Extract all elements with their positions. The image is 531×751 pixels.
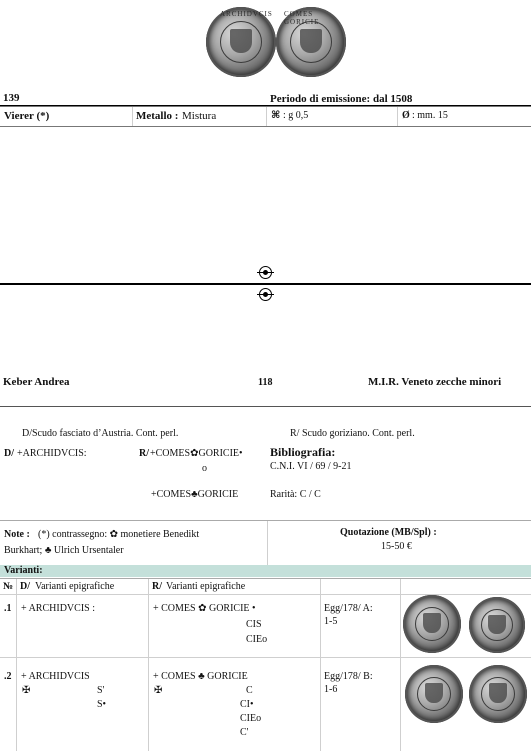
col-header-d: D/ <box>20 581 30 592</box>
variant-r-legend: CIS <box>246 619 262 630</box>
obverse-description: D/Scudo fasciato d’Austria. Cont. perl. <box>22 428 179 439</box>
coin-reverse-legend: COMES GORICIE <box>284 10 320 26</box>
variant-d-legend: + ARCHIDVCIS <box>21 671 90 682</box>
variant-num: .1 <box>4 603 12 614</box>
registration-mark-icon <box>259 266 272 279</box>
variant-r-legend: C' <box>240 727 249 738</box>
col-header-r: R/ <box>152 581 162 592</box>
weight-icon: ⌘ <box>271 110 281 121</box>
variant-num: .2 <box>4 671 12 682</box>
coin-reverse-image <box>276 7 346 77</box>
variant-ref: 1-5 <box>324 616 338 627</box>
catalog-number: 139 <box>3 92 20 104</box>
col-header-r-text: Varianti epigrafiche <box>166 581 246 592</box>
variant-d-legend: S' <box>97 685 105 696</box>
reverse-description: R/ Scudo goriziano. Cont. perl. <box>290 428 415 439</box>
bibliography-ref: C.N.I. VI / 69 / 9-21 <box>270 461 352 472</box>
variant-r-legend: + COMES ✿ GORICIE • <box>153 603 256 614</box>
variant-r-legend: + COMES ♣ GORICIE <box>153 671 248 682</box>
row-divider <box>0 657 531 658</box>
column-divider <box>16 579 17 751</box>
col-header-num: № <box>3 581 14 592</box>
diameter-value: : mm. 15 <box>412 110 448 121</box>
variant-r-legend: C <box>246 685 253 696</box>
footer-author: Keber Andrea <box>3 376 70 388</box>
note-line-2: Burkhart; ♣ Ulrich Ursentaler <box>4 545 124 556</box>
diameter-icon: Ø <box>402 110 410 121</box>
quotation-label: Quotazione (MB/Spl) : <box>340 527 437 538</box>
info-table-frame <box>0 106 531 128</box>
reverse-legend-1: +COMES✿GORICIE• <box>150 448 243 459</box>
header-divider <box>0 594 531 595</box>
weight-value: : g 0,5 <box>283 110 309 121</box>
coin-name: Vierer (*) <box>4 110 50 122</box>
column-divider <box>400 579 401 751</box>
variant-ref: Egg/178/ B: <box>324 671 373 682</box>
note-label: Note : <box>4 529 30 540</box>
reverse-legend-2: +COMES♣GORICIE <box>151 489 239 500</box>
variant-ref: Egg/178/ A: <box>324 603 373 614</box>
reverse-legend-o: o <box>202 463 207 474</box>
coin-obverse-image <box>206 7 276 77</box>
obverse-legend: +ARCHIDVCIS: <box>17 448 87 459</box>
variant-r-legend: CIEo <box>240 713 262 724</box>
column-divider <box>320 579 321 751</box>
notes-divider <box>267 521 268 565</box>
variant-coin-obverse-image <box>405 665 463 723</box>
notes-box <box>0 520 531 565</box>
metal-label: Metallo : <box>136 110 179 122</box>
footer-series: M.I.R. Veneto zecche minori <box>368 376 502 388</box>
variant-coin-obverse-image <box>403 595 461 653</box>
footer-rule <box>0 406 531 407</box>
variant-d-legend: S• <box>97 699 107 710</box>
metal-value: Mistura <box>182 110 217 122</box>
variant-r-legend: ✠ <box>154 685 163 696</box>
footer-page-number: 118 <box>258 377 273 388</box>
emission-period: Periodo di emissione: dal 1508 <box>270 93 413 105</box>
bibliography-title: Bibliografia: <box>270 445 336 459</box>
rarity: Rarità: C / C <box>270 489 321 500</box>
variant-r-legend: CIEo <box>246 634 268 645</box>
variant-coin-reverse-image <box>469 665 527 723</box>
variant-coin-reverse-image <box>469 597 525 653</box>
variant-d-legend: + ARCHIDVCIS : <box>21 603 95 614</box>
variants-header-bar <box>0 565 531 577</box>
column-divider <box>148 579 149 751</box>
page-break-rule <box>0 283 531 285</box>
col-header-d-text: Varianti epigrafiche <box>35 581 115 592</box>
note-line-1: (*) contrassegno: ✿ monetiere Benedikt <box>38 529 200 540</box>
coin-obverse-legend: ARCHIDVCIS <box>220 10 273 18</box>
variants-table <box>0 578 531 751</box>
variant-ref: 1-6 <box>324 684 338 695</box>
variants-title: Varianti: <box>4 565 43 576</box>
registration-mark-icon <box>259 288 272 301</box>
reverse-label: R/ <box>139 448 149 459</box>
obverse-label: D/ <box>4 448 14 459</box>
quotation-value: 15-50 € <box>381 541 412 552</box>
variant-r-legend: CI• <box>240 699 254 710</box>
variant-d-legend: ✠ <box>22 685 31 696</box>
